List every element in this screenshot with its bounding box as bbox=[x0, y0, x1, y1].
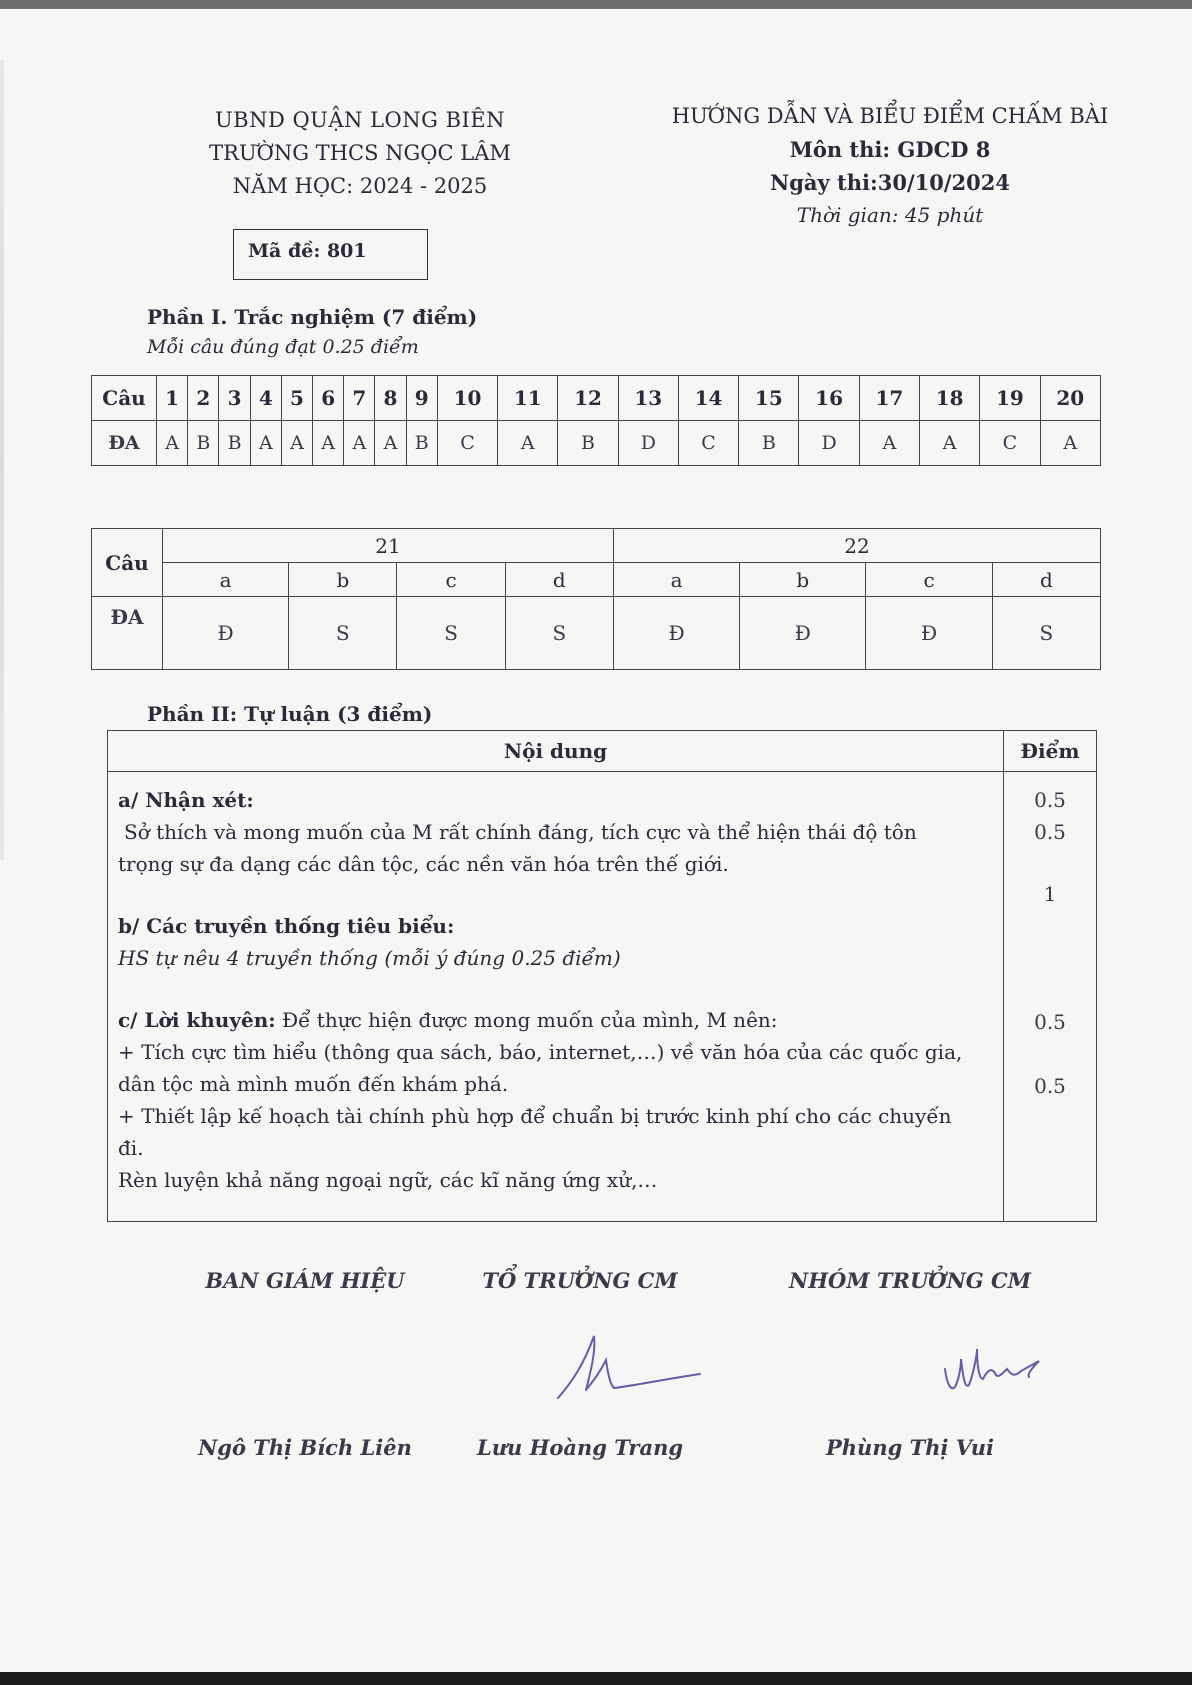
row-label-answer: ĐA bbox=[92, 421, 157, 466]
question-number-cell: 8 bbox=[375, 376, 406, 421]
sub-question-cell: b bbox=[289, 563, 397, 597]
answer-cell: A bbox=[1040, 421, 1100, 466]
question-number-cell: 17 bbox=[859, 376, 919, 421]
question-number-cell: 1 bbox=[157, 376, 188, 421]
rubric-scores bbox=[1004, 772, 1097, 1222]
answer-cell: C bbox=[678, 421, 738, 466]
signature-name-principal: Ngô Thị Bích Liên bbox=[198, 1435, 412, 1460]
question-number-cell: 5 bbox=[281, 376, 312, 421]
question-number-cell: 10 bbox=[437, 376, 497, 421]
signature-title-department-head: TỔ TRƯỞNG CM bbox=[482, 1268, 678, 1293]
answer-cell: B bbox=[188, 421, 219, 466]
signature-title-group-leader: NHÓM TRƯỞNG CM bbox=[789, 1268, 1031, 1293]
signature-name-department-head: Lưu Hoàng Trang bbox=[476, 1435, 684, 1460]
question-number-cell: 15 bbox=[739, 376, 799, 421]
sub-question-cell: c bbox=[397, 563, 505, 597]
answer-cell: A bbox=[281, 421, 312, 466]
section-b-line: HS tự nêu 4 truyền thống (mỗi ý đúng 0.25 điểm) bbox=[118, 946, 621, 970]
section-c-line: + Thiết lập kế hoạch tài chính phù hợp để chuẩn bị trước kinh phí cho các chuyến bbox=[118, 1104, 952, 1128]
multiple-choice-answer-table bbox=[91, 375, 1101, 466]
question-number-cell: 2 bbox=[188, 376, 219, 421]
answer-cell: A bbox=[313, 421, 344, 466]
row-label-answer: ĐA bbox=[92, 597, 163, 670]
question-number-cell: 11 bbox=[498, 376, 558, 421]
question-number-cell: 19 bbox=[980, 376, 1040, 421]
exam-duration: Thời gian: 45 phút bbox=[796, 203, 984, 227]
part2-title: Phần II: Tự luận (3 điểm) bbox=[147, 702, 433, 726]
question-22-header: 22 bbox=[613, 529, 1100, 563]
question-number-cell: 14 bbox=[678, 376, 738, 421]
rubric-content bbox=[108, 772, 1004, 1222]
signature-mark-group-leader bbox=[935, 1335, 1055, 1405]
section-a-line: Sở thích và mong muốn của M rất chính đáng, tích cực và thể hiện thái độ tôn bbox=[124, 820, 917, 844]
score-value: 1 bbox=[1043, 882, 1057, 906]
question-number-cell: 3 bbox=[219, 376, 250, 421]
section-c-line: dân tộc mà mình muốn đến khám phá. bbox=[118, 1072, 509, 1096]
part1-note: Mỗi câu đúng đạt 0.25 điểm bbox=[147, 336, 419, 358]
true-false-answer-cell: S bbox=[992, 597, 1100, 670]
true-false-answer-table bbox=[91, 528, 1101, 670]
exam-date: Ngày thi:30/10/2024 bbox=[770, 170, 1010, 195]
exam-code-box: Mã đề: 801 bbox=[233, 229, 428, 280]
signature-name-group-leader: Phùng Thị Vui bbox=[826, 1435, 994, 1460]
question-number-cell: 20 bbox=[1040, 376, 1100, 421]
question-number-cell: 4 bbox=[250, 376, 281, 421]
district-name: UBND QUẬN LONG BIÊN bbox=[214, 108, 506, 132]
answer-cell: B bbox=[219, 421, 250, 466]
question-21-header: 21 bbox=[163, 529, 614, 563]
exam-header bbox=[640, 100, 1140, 232]
section-a-heading: a/ Nhận xét: bbox=[118, 788, 254, 812]
school-header bbox=[150, 104, 570, 203]
answer-cell: D bbox=[618, 421, 678, 466]
section-b-heading: b/ Các truyền thống tiêu biểu: bbox=[118, 914, 455, 938]
answer-cell: A bbox=[920, 421, 980, 466]
question-number-cell: 12 bbox=[558, 376, 618, 421]
column-header-content: Nội dung bbox=[108, 731, 1004, 772]
answer-cell: A bbox=[250, 421, 281, 466]
true-false-answer-cell: Đ bbox=[613, 597, 739, 670]
sub-question-cell: d bbox=[992, 563, 1100, 597]
true-false-answer-cell: S bbox=[397, 597, 505, 670]
answer-cell: C bbox=[980, 421, 1040, 466]
scan-left-edge bbox=[0, 60, 4, 860]
scan-top-border bbox=[0, 0, 1192, 9]
answer-cell: D bbox=[799, 421, 859, 466]
sub-question-cell: d bbox=[505, 563, 613, 597]
section-c-line: Rèn luyện khả năng ngoại ngữ, các kĩ năng ứng xử,… bbox=[118, 1168, 658, 1192]
section-c-line: đi. bbox=[118, 1136, 144, 1160]
answer-cell: A bbox=[375, 421, 406, 466]
answer-cell: C bbox=[437, 421, 497, 466]
exam-subject: Môn thi: GDCD 8 bbox=[789, 137, 991, 162]
true-false-answer-cell: S bbox=[505, 597, 613, 670]
question-number-cell: 16 bbox=[799, 376, 859, 421]
true-false-answer-cell: Đ bbox=[163, 597, 289, 670]
sub-question-cell: a bbox=[163, 563, 289, 597]
true-false-answer-cell: Đ bbox=[866, 597, 992, 670]
question-number-cell: 18 bbox=[920, 376, 980, 421]
sub-question-cell: a bbox=[613, 563, 739, 597]
question-number-cell: 6 bbox=[313, 376, 344, 421]
signature-title-principal: BAN GIÁM HIỆU bbox=[205, 1268, 405, 1293]
score-value: 0.5 bbox=[1034, 1010, 1066, 1034]
section-c-intro: Để thực hiện được mong muốn của mình, M nên: bbox=[275, 1008, 778, 1032]
sub-question-cell: c bbox=[866, 563, 992, 597]
true-false-answer-cell: Đ bbox=[740, 597, 866, 670]
section-a-line: trọng sự đa dạng các dân tộc, các nền văn hóa trên thế giới. bbox=[118, 852, 729, 876]
question-number-cell: 13 bbox=[618, 376, 678, 421]
answer-cell: B bbox=[558, 421, 618, 466]
school-year: NĂM HỌC: 2024 - 2025 bbox=[232, 174, 488, 198]
essay-rubric-table bbox=[107, 730, 1097, 1222]
answer-cell: A bbox=[157, 421, 188, 466]
column-header-score: Điểm bbox=[1004, 731, 1097, 772]
answer-cell: A bbox=[498, 421, 558, 466]
scan-bottom-border bbox=[0, 1672, 1192, 1685]
score-value: 0.5 bbox=[1034, 1074, 1066, 1098]
row-label-question: Câu bbox=[92, 529, 163, 597]
question-number-cell: 7 bbox=[344, 376, 375, 421]
answer-cell: A bbox=[859, 421, 919, 466]
document-title: HƯỚNG DẪN VÀ BIỂU ĐIỂM CHẤM BÀI bbox=[671, 104, 1109, 128]
true-false-answer-cell: S bbox=[289, 597, 397, 670]
row-label-question: Câu bbox=[92, 376, 157, 421]
answer-cell: B bbox=[739, 421, 799, 466]
part1-title: Phần I. Trắc nghiệm (7 điểm) bbox=[147, 305, 478, 329]
section-c-heading: c/ Lời khuyên: bbox=[118, 1008, 276, 1032]
answer-cell: B bbox=[406, 421, 437, 466]
sub-question-cell: b bbox=[740, 563, 866, 597]
score-value: 0.5 bbox=[1034, 788, 1066, 812]
section-c-intro-line bbox=[118, 1004, 993, 1036]
answer-cell: A bbox=[344, 421, 375, 466]
school-name: TRƯỜNG THCS NGỌC LÂM bbox=[209, 141, 511, 165]
question-number-cell: 9 bbox=[406, 376, 437, 421]
section-c-line: + Tích cực tìm hiểu (thông qua sách, báo, internet,…) về văn hóa của các quốc gia, bbox=[118, 1040, 963, 1064]
score-value: 0.5 bbox=[1034, 820, 1066, 844]
signature-mark-department-head bbox=[550, 1330, 710, 1410]
